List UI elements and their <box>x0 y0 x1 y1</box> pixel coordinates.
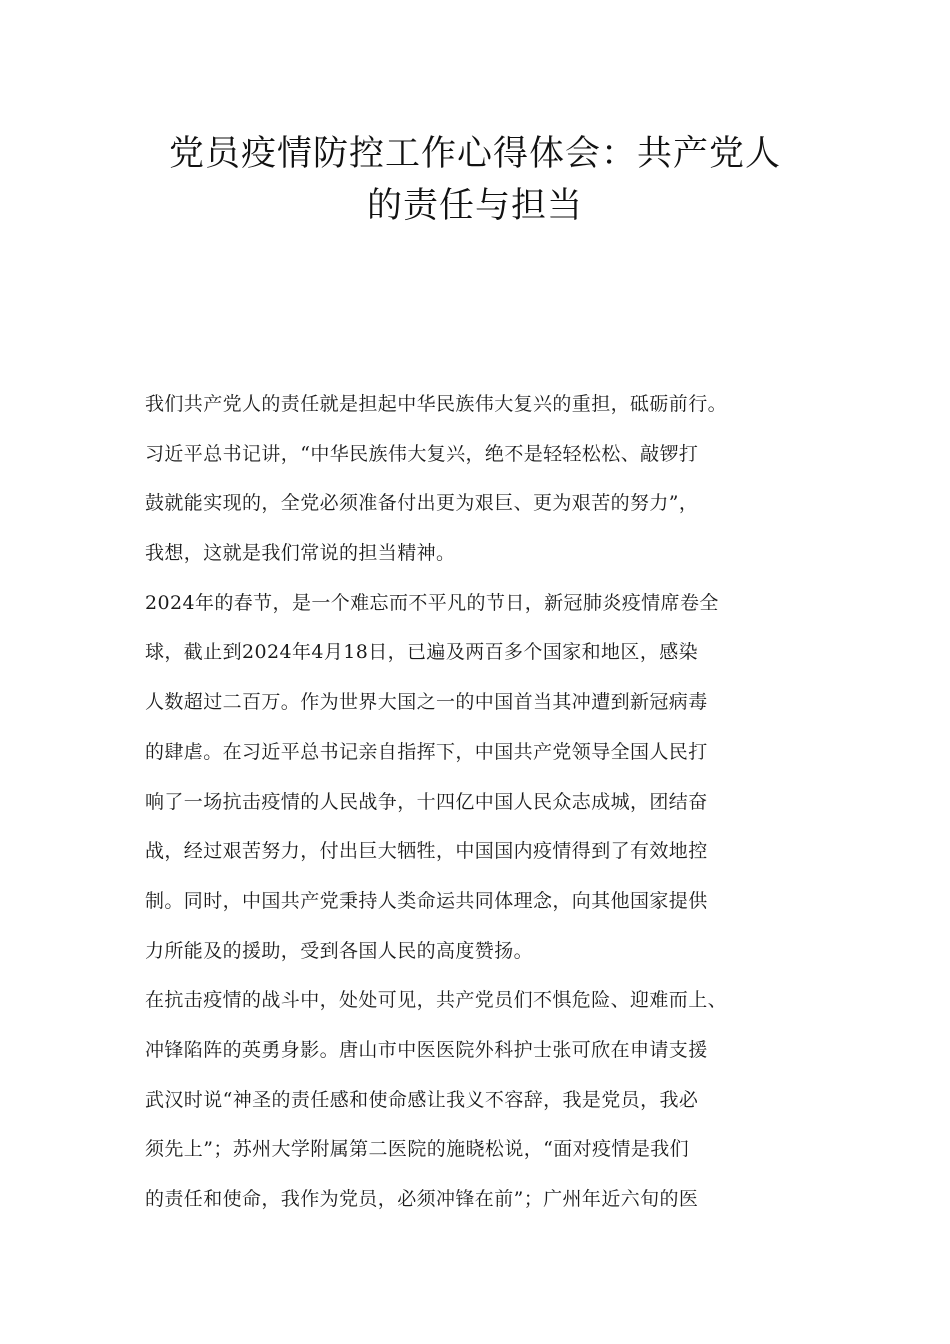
title-line-2: 的责任与担当 <box>366 186 583 226</box>
body-line: 2024年的春节，是一个难忘而不平凡的节日，新冠肺炎疫情席卷全 <box>145 591 719 614</box>
body-line: 我想，这就是我们常说的担当精神。 <box>145 542 456 565</box>
body-line: 响了一场抗击疫情的人民战争，十四亿中国人民众志成城，团结奋 <box>145 790 708 813</box>
body-line: 我们共产党人的责任就是担起中华民族伟大复兴的重担，砥砺前行。 <box>145 393 728 415</box>
title-line-1: 党员疫情防控工作心得体会：共产党人 <box>168 134 781 174</box>
document-body <box>145 380 845 1225</box>
body-line: 冲锋陷阵的英勇身影。唐山市中医医院外科护士张可欣在申请支援 <box>145 1038 708 1061</box>
body-line: 武汉时说“神圣的责任感和使命感让我义不容辞，我是党员，我必 <box>145 1088 699 1111</box>
body-line: 习近平总书记讲，“中华民族伟大复兴，绝不是轻轻松松、敲锣打 <box>145 442 699 465</box>
body-line: 在抗击疫情的战斗中，处处可见，共产党员们不惧危险、迎难而上、 <box>145 989 728 1012</box>
document-title <box>100 128 850 232</box>
body-line: 战，经过艰苦努力，付出巨大牺牲，中国国内疫情得到了有效地控 <box>145 840 708 863</box>
body-line: 的肆虐。在习近平总书记亲自指挥下，中国共产党领导全国人民打 <box>145 740 708 763</box>
body-line: 人数超过二百万。作为世界大国之一的中国首当其冲遭到新冠病毒 <box>145 691 708 714</box>
body-line: 力所能及的援助，受到各国人民的高度赞扬。 <box>145 939 534 962</box>
body-line: 的责任和使命，我作为党员，必须冲锋在前”；广州年近六旬的医 <box>145 1188 699 1210</box>
body-line: 制。同时，中国共产党秉持人类命运共同体理念，向其他国家提供 <box>145 889 708 912</box>
body-line: 鼓就能实现的，全党必须准备付出更为艰巨、更为艰苦的努力”， <box>145 492 699 515</box>
body-line: 须先上”；苏州大学附属第二医院的施晓松说，“面对疫情是我们 <box>145 1138 690 1161</box>
body-line: 球，截止到2024年4月18日，已遍及两百多个国家和地区，感染 <box>145 641 699 664</box>
